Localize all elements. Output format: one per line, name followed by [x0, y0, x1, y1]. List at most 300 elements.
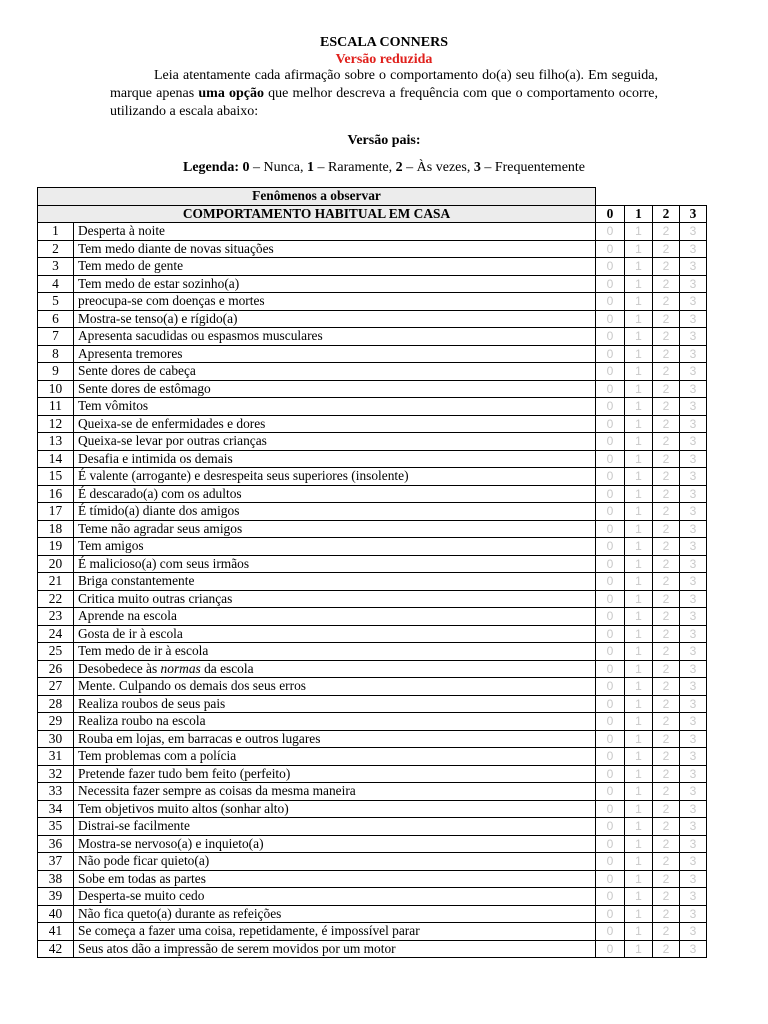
option-3[interactable]: 3: [680, 415, 707, 433]
table-header-row-2: [38, 205, 707, 223]
item-description: Sobe em todas as partes: [74, 870, 596, 888]
item-number: 38: [38, 870, 74, 888]
legend-key-0: 0: [242, 160, 250, 175]
option-1[interactable]: 1: [625, 590, 653, 608]
item-number: 1: [38, 223, 74, 241]
option-2[interactable]: 2: [653, 503, 680, 521]
document-title: ESCALA CONNERS: [320, 35, 448, 50]
option-2[interactable]: 2: [653, 468, 680, 486]
table-row: [38, 328, 707, 346]
option-1[interactable]: 1: [625, 450, 653, 468]
item-description: Aprende na escola: [74, 608, 596, 626]
option-0[interactable]: 0: [596, 678, 625, 696]
option-3[interactable]: 3: [680, 818, 707, 836]
option-2[interactable]: 2: [653, 310, 680, 328]
option-2[interactable]: 2: [653, 590, 680, 608]
option-0[interactable]: 0: [596, 765, 625, 783]
option-1[interactable]: 1: [625, 415, 653, 433]
option-0[interactable]: 0: [596, 450, 625, 468]
item-description: Apresenta sacudidas ou espasmos musculares: [74, 328, 596, 346]
table-row: [38, 345, 707, 363]
option-2[interactable]: 2: [653, 573, 680, 591]
table-row: [38, 310, 707, 328]
option-0[interactable]: 0: [596, 625, 625, 643]
option-0[interactable]: 0: [596, 870, 625, 888]
option-3[interactable]: 3: [680, 940, 707, 958]
item-description: Gosta de ir à escola: [74, 625, 596, 643]
table-row: [38, 275, 707, 293]
option-2[interactable]: 2: [653, 398, 680, 416]
item-description: Critica muito outras crianças: [74, 590, 596, 608]
option-3[interactable]: 3: [680, 293, 707, 311]
table-row: [38, 695, 707, 713]
table-header-row-1: [38, 188, 707, 206]
option-1[interactable]: 1: [625, 293, 653, 311]
item-number: 24: [38, 625, 74, 643]
table-row: [38, 888, 707, 906]
option-0[interactable]: 0: [596, 643, 625, 661]
table-row: [38, 923, 707, 941]
option-2[interactable]: 2: [653, 643, 680, 661]
legend-label: Legenda:: [182, 160, 239, 175]
option-2[interactable]: 2: [653, 730, 680, 748]
option-1[interactable]: 1: [625, 310, 653, 328]
table-row: [38, 573, 707, 591]
table-row: [38, 398, 707, 416]
legend-value-3: – Frequentemente: [480, 160, 586, 175]
item-description: Briga constantemente: [74, 573, 596, 591]
option-0[interactable]: 0: [596, 818, 625, 836]
option-1[interactable]: 1: [625, 923, 653, 941]
option-2[interactable]: 2: [653, 415, 680, 433]
option-0[interactable]: 0: [596, 538, 625, 556]
option-3[interactable]: 3: [680, 573, 707, 591]
conners-table: [37, 187, 707, 958]
option-3[interactable]: 3: [680, 625, 707, 643]
table-row: [38, 293, 707, 311]
legend-key-1: 1: [307, 160, 315, 175]
table-row: [38, 765, 707, 783]
option-3[interactable]: 3: [680, 520, 707, 538]
option-3[interactable]: 3: [680, 485, 707, 503]
option-2[interactable]: 2: [653, 345, 680, 363]
option-1[interactable]: 1: [625, 573, 653, 591]
option-1[interactable]: 1: [625, 240, 653, 258]
option-0[interactable]: 0: [596, 590, 625, 608]
option-1[interactable]: 1: [625, 713, 653, 731]
item-number: 27: [38, 678, 74, 696]
option-1[interactable]: 1: [625, 730, 653, 748]
option-3[interactable]: 3: [680, 870, 707, 888]
item-description: Tem problemas com a polícia: [74, 748, 596, 766]
item-description: Tem vômitos: [74, 398, 596, 416]
table-row: [38, 363, 707, 381]
option-3[interactable]: 3: [680, 328, 707, 346]
option-0[interactable]: 0: [596, 223, 625, 241]
item-description: Desperta-se muito cedo: [74, 888, 596, 906]
option-0[interactable]: 0: [596, 380, 625, 398]
option-1[interactable]: 1: [625, 608, 653, 626]
item-description: É tímido(a) diante dos amigos: [74, 503, 596, 521]
option-3[interactable]: 3: [680, 853, 707, 871]
option-2[interactable]: 2: [653, 748, 680, 766]
option-3[interactable]: 3: [680, 783, 707, 801]
option-0[interactable]: 0: [596, 783, 625, 801]
item-description: Mente. Culpando os demais dos seus erros: [74, 678, 596, 696]
option-1[interactable]: 1: [625, 433, 653, 451]
item-description: Não pode ficar quieto(a): [74, 853, 596, 871]
option-0[interactable]: 0: [596, 468, 625, 486]
option-3[interactable]: 3: [680, 730, 707, 748]
item-description: Tem medo diante de novas situações: [74, 240, 596, 258]
option-3[interactable]: 3: [680, 433, 707, 451]
option-2[interactable]: 2: [653, 800, 680, 818]
option-0[interactable]: 0: [596, 240, 625, 258]
option-2[interactable]: 2: [653, 223, 680, 241]
item-description: Necessita fazer sempre as coisas da mesma maneira: [74, 783, 596, 801]
item-number: 30: [38, 730, 74, 748]
option-2[interactable]: 2: [653, 608, 680, 626]
option-3[interactable]: 3: [680, 748, 707, 766]
option-1[interactable]: 1: [625, 555, 653, 573]
option-0[interactable]: 0: [596, 888, 625, 906]
option-1[interactable]: 1: [625, 258, 653, 276]
legend: [0, 159, 768, 177]
table-row: [38, 678, 707, 696]
option-3[interactable]: 3: [680, 608, 707, 626]
item-number: 17: [38, 503, 74, 521]
item-number: 23: [38, 608, 74, 626]
item-description: Desperta à noite: [74, 223, 596, 241]
item-description: É valente (arrogante) e desrespeita seus superiores (insolente): [74, 468, 596, 486]
option-3[interactable]: 3: [680, 765, 707, 783]
item-description: É descarado(a) com os adultos: [74, 485, 596, 503]
option-0[interactable]: 0: [596, 695, 625, 713]
table-row: [38, 240, 707, 258]
item-number: 28: [38, 695, 74, 713]
item-description: [74, 660, 596, 678]
table-row: [38, 223, 707, 241]
option-3[interactable]: 3: [680, 258, 707, 276]
item-number: 29: [38, 713, 74, 731]
option-2[interactable]: 2: [653, 783, 680, 801]
table-row: [38, 940, 707, 958]
option-0[interactable]: 0: [596, 730, 625, 748]
item-description: Rouba em lojas, em barracas e outros lugares: [74, 730, 596, 748]
option-0[interactable]: 0: [596, 275, 625, 293]
intro-text-1: Leia atentamente cada afirmação sobre o comportamento do(a) seu filho(a). Em seguida, marque apenas: [110, 68, 658, 101]
item-description: Desafia e intimida os demais: [74, 450, 596, 468]
option-2[interactable]: 2: [653, 853, 680, 871]
option-1[interactable]: 1: [625, 678, 653, 696]
option-2[interactable]: 2: [653, 520, 680, 538]
option-2[interactable]: 2: [653, 258, 680, 276]
item-number: 8: [38, 345, 74, 363]
item-number: 11: [38, 398, 74, 416]
option-0[interactable]: 0: [596, 660, 625, 678]
option-3[interactable]: 3: [680, 800, 707, 818]
option-1[interactable]: 1: [625, 625, 653, 643]
option-1[interactable]: 1: [625, 538, 653, 556]
item-number: 19: [38, 538, 74, 556]
item-number: 20: [38, 555, 74, 573]
option-0[interactable]: 0: [596, 433, 625, 451]
option-3[interactable]: 3: [680, 660, 707, 678]
option-0[interactable]: 0: [596, 398, 625, 416]
table-row: [38, 258, 707, 276]
option-3[interactable]: 3: [680, 275, 707, 293]
option-2[interactable]: 2: [653, 713, 680, 731]
table-row: [38, 818, 707, 836]
option-1[interactable]: 1: [625, 485, 653, 503]
option-2[interactable]: 2: [653, 380, 680, 398]
option-0[interactable]: 0: [596, 415, 625, 433]
option-3[interactable]: 3: [680, 345, 707, 363]
item-number: 5: [38, 293, 74, 311]
item-number: 41: [38, 923, 74, 941]
legend-key-3: 3: [473, 160, 481, 175]
option-1[interactable]: 1: [625, 765, 653, 783]
option-2[interactable]: 2: [653, 923, 680, 941]
option-0[interactable]: 0: [596, 940, 625, 958]
option-3[interactable]: 3: [680, 503, 707, 521]
option-2[interactable]: 2: [653, 818, 680, 836]
item-number: 35: [38, 818, 74, 836]
item-description: Realiza roubo na escola: [74, 713, 596, 731]
scale-header-2: 2: [653, 205, 680, 223]
header-fenomenos: Fenômenos a observar: [38, 188, 596, 206]
option-1[interactable]: 1: [625, 818, 653, 836]
legend-value-1: – Raramente,: [314, 160, 396, 175]
option-1[interactable]: 1: [625, 345, 653, 363]
table-row: [38, 608, 707, 626]
option-2[interactable]: 2: [653, 450, 680, 468]
option-1[interactable]: 1: [625, 363, 653, 381]
option-0[interactable]: 0: [596, 258, 625, 276]
option-1[interactable]: 1: [625, 520, 653, 538]
option-2[interactable]: 2: [653, 485, 680, 503]
option-2[interactable]: 2: [653, 905, 680, 923]
option-2[interactable]: 2: [653, 433, 680, 451]
option-0[interactable]: 0: [596, 923, 625, 941]
option-1[interactable]: 1: [625, 888, 653, 906]
option-0[interactable]: 0: [596, 363, 625, 381]
option-0[interactable]: 0: [596, 310, 625, 328]
option-3[interactable]: 3: [680, 310, 707, 328]
item-number: 14: [38, 450, 74, 468]
item-number: 36: [38, 835, 74, 853]
option-2[interactable]: 2: [653, 240, 680, 258]
table-row: [38, 870, 707, 888]
option-3[interactable]: 3: [680, 835, 707, 853]
option-2[interactable]: 2: [653, 293, 680, 311]
item-number: 40: [38, 905, 74, 923]
item-number: 9: [38, 363, 74, 381]
option-3[interactable]: 3: [680, 643, 707, 661]
item-description: Não fica queto(a) durante as refeições: [74, 905, 596, 923]
option-1[interactable]: 1: [625, 660, 653, 678]
option-1[interactable]: 1: [625, 695, 653, 713]
option-1[interactable]: 1: [625, 783, 653, 801]
item-description: Queixa-se levar por outras crianças: [74, 433, 596, 451]
option-3[interactable]: 3: [680, 223, 707, 241]
option-3[interactable]: 3: [680, 363, 707, 381]
table-row: [38, 468, 707, 486]
option-0[interactable]: 0: [596, 328, 625, 346]
legend-value-0: – Nunca,: [249, 160, 308, 175]
item-text-rest: da escola: [200, 660, 254, 676]
item-description: É malicioso(a) com seus irmãos: [74, 555, 596, 573]
option-3[interactable]: 3: [680, 923, 707, 941]
item-number: 4: [38, 275, 74, 293]
option-3[interactable]: 3: [680, 468, 707, 486]
item-number: 33: [38, 783, 74, 801]
option-2[interactable]: 2: [653, 835, 680, 853]
option-3[interactable]: 3: [680, 905, 707, 923]
option-1[interactable]: 1: [625, 800, 653, 818]
intro-paragraph: [110, 67, 658, 121]
option-1[interactable]: 1: [625, 835, 653, 853]
intro-text-2: que melhor descreva a frequência com que o comportamento ocorre, utilizando a escala abaixo:: [110, 86, 659, 119]
table-row: [38, 380, 707, 398]
option-1[interactable]: 1: [625, 748, 653, 766]
option-2[interactable]: 2: [653, 538, 680, 556]
option-1[interactable]: 1: [625, 380, 653, 398]
item-description: Apresenta tremores: [74, 345, 596, 363]
option-1[interactable]: 1: [625, 328, 653, 346]
item-description: Teme não agradar seus amigos: [74, 520, 596, 538]
option-0[interactable]: 0: [596, 555, 625, 573]
option-0[interactable]: 0: [596, 835, 625, 853]
option-2[interactable]: 2: [653, 870, 680, 888]
option-1[interactable]: 1: [625, 503, 653, 521]
option-2[interactable]: 2: [653, 328, 680, 346]
option-2[interactable]: 2: [653, 940, 680, 958]
option-0[interactable]: 0: [596, 853, 625, 871]
table-row: [38, 660, 707, 678]
option-2[interactable]: 2: [653, 625, 680, 643]
item-number: 6: [38, 310, 74, 328]
option-3[interactable]: 3: [680, 240, 707, 258]
option-2[interactable]: 2: [653, 363, 680, 381]
option-1[interactable]: 1: [625, 643, 653, 661]
option-0[interactable]: 0: [596, 905, 625, 923]
item-description: Mostra-se nervoso(a) e inquieto(a): [74, 835, 596, 853]
item-description: Tem objetivos muito altos (sonhar alto): [74, 800, 596, 818]
option-3[interactable]: 3: [680, 380, 707, 398]
option-3[interactable]: 3: [680, 678, 707, 696]
option-0[interactable]: 0: [596, 713, 625, 731]
option-3[interactable]: 3: [680, 555, 707, 573]
item-number: 22: [38, 590, 74, 608]
item-number: 2: [38, 240, 74, 258]
option-1[interactable]: 1: [625, 940, 653, 958]
option-0[interactable]: 0: [596, 608, 625, 626]
document-subtitle: Versão reduzida: [335, 52, 433, 67]
option-1[interactable]: 1: [625, 398, 653, 416]
option-0[interactable]: 0: [596, 520, 625, 538]
option-0[interactable]: 0: [596, 800, 625, 818]
option-1[interactable]: 1: [625, 905, 653, 923]
option-2[interactable]: 2: [653, 765, 680, 783]
item-number: 15: [38, 468, 74, 486]
header-section: COMPORTAMENTO HABITUAL EM CASA: [38, 205, 596, 223]
table-row: [38, 730, 707, 748]
item-description: Tem medo de gente: [74, 258, 596, 276]
item-number: 34: [38, 800, 74, 818]
table-row: [38, 485, 707, 503]
item-description: Sente dores de estômago: [74, 380, 596, 398]
item-description: Seus atos dão a impressão de serem movidos por um motor: [74, 940, 596, 958]
option-3[interactable]: 3: [680, 888, 707, 906]
option-2[interactable]: 2: [653, 695, 680, 713]
option-0[interactable]: 0: [596, 293, 625, 311]
option-1[interactable]: 1: [625, 223, 653, 241]
table-row: [38, 835, 707, 853]
option-1[interactable]: 1: [625, 275, 653, 293]
item-number: 39: [38, 888, 74, 906]
table-row: [38, 503, 707, 521]
scale-header-0: 0: [596, 205, 625, 223]
legend-value-2: – Às vezes,: [402, 160, 474, 175]
option-2[interactable]: 2: [653, 555, 680, 573]
table-row: [38, 538, 707, 556]
item-description: Realiza roubos de seus pais: [74, 695, 596, 713]
option-3[interactable]: 3: [680, 695, 707, 713]
option-0[interactable]: 0: [596, 748, 625, 766]
item-number: 10: [38, 380, 74, 398]
option-3[interactable]: 3: [680, 538, 707, 556]
item-number: 3: [38, 258, 74, 276]
option-1[interactable]: 1: [625, 468, 653, 486]
option-2[interactable]: 2: [653, 660, 680, 678]
item-description: Tem medo de ir à escola: [74, 643, 596, 661]
option-3[interactable]: 3: [680, 713, 707, 731]
option-1[interactable]: 1: [625, 853, 653, 871]
item-text-italic: normas: [160, 660, 201, 676]
option-3[interactable]: 3: [680, 590, 707, 608]
item-number: 7: [38, 328, 74, 346]
item-description: Tem medo de estar sozinho(a): [74, 275, 596, 293]
table-row: [38, 555, 707, 573]
item-description: Mostra-se tenso(a) e rígido(a): [74, 310, 596, 328]
item-description: Sente dores de cabeça: [74, 363, 596, 381]
option-3[interactable]: 3: [680, 398, 707, 416]
option-1[interactable]: 1: [625, 870, 653, 888]
option-2[interactable]: 2: [653, 678, 680, 696]
option-2[interactable]: 2: [653, 275, 680, 293]
item-number: 25: [38, 643, 74, 661]
option-2[interactable]: 2: [653, 888, 680, 906]
item-number: 13: [38, 433, 74, 451]
option-0[interactable]: 0: [596, 573, 625, 591]
table-row: [38, 590, 707, 608]
scale-header-1: 1: [625, 205, 653, 223]
option-0[interactable]: 0: [596, 345, 625, 363]
option-0[interactable]: 0: [596, 503, 625, 521]
item-description: Distrai-se facilmente: [74, 818, 596, 836]
item-number: 31: [38, 748, 74, 766]
table-row: [38, 905, 707, 923]
option-0[interactable]: 0: [596, 485, 625, 503]
item-description: preocupa-se com doenças e mortes: [74, 293, 596, 311]
table-row: [38, 625, 707, 643]
table-row: [38, 450, 707, 468]
item-description: Se começa a fazer uma coisa, repetidamente, é impossível parar: [74, 923, 596, 941]
scale-header-3: 3: [680, 205, 707, 223]
item-number: 12: [38, 415, 74, 433]
option-3[interactable]: 3: [680, 450, 707, 468]
